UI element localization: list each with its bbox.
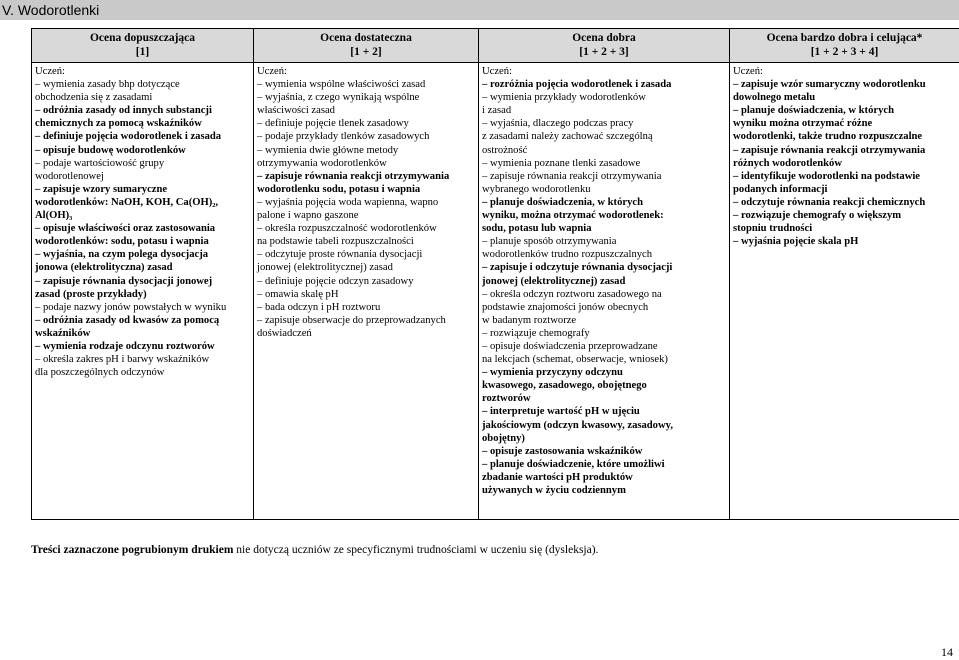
- requirement-item: doświadczeń: [257, 327, 475, 340]
- requirement-item: – rozwiązuje chemografy o większym: [733, 209, 956, 222]
- requirement-item: – wyjaśnia, z czego wynikają wspólne: [257, 91, 475, 104]
- requirement-item: – wymienia dwie główne metody: [257, 144, 475, 157]
- requirement-item: z zasadami należy zachować szczególną: [482, 130, 726, 143]
- content-col-3: [730, 63, 959, 520]
- requirement-item: – określa odczyn roztworu zasadowego na: [482, 288, 726, 301]
- grading-table: [31, 28, 959, 520]
- requirement-item: – planuje sposób otrzymywania: [482, 235, 726, 248]
- requirement-item: jonowa (elektrolityczna) zasad: [35, 261, 250, 274]
- requirement-item: zbadanie wartości pH produktów: [482, 471, 726, 484]
- requirement-item: podanych informacji: [733, 183, 956, 196]
- requirement-item: sodu, potasu lub wapnia: [482, 222, 726, 235]
- requirement-item: zasad (proste przykłady): [35, 288, 250, 301]
- requirement-item: – rozróżnia pojęcia wodorotlenek i zasada: [482, 78, 726, 91]
- requirement-item: wodorotlenków trudno rozpuszczalnych: [482, 248, 726, 261]
- requirement-item: – wymienia przykłady wodorotlenków: [482, 91, 726, 104]
- requirement-item: używanych w życiu codziennym: [482, 484, 726, 497]
- requirement-item: różnych wodorotlenków: [733, 157, 956, 170]
- requirement-list: [482, 78, 726, 497]
- requirement-item: – zapisuje wzór sumaryczny wodorotlenku: [733, 78, 956, 91]
- requirement-item: obchodzenia się z zasadami: [35, 91, 250, 104]
- requirement-item: wybranego wodorotlenku: [482, 183, 726, 196]
- requirement-item: – wyjaśnia, dlaczego podczas pracy: [482, 117, 726, 130]
- heading-col-2: Ocena dobra [1 + 2 + 3]: [479, 29, 730, 63]
- student-label: Uczeń:: [35, 65, 250, 78]
- requirement-item: – odczytuje równania reakcji chemicznych: [733, 196, 956, 209]
- requirement-item: – odróżnia zasady od kwasów za pomocą: [35, 314, 250, 327]
- requirement-item: – odczytuje proste równania dysocjacji: [257, 248, 475, 261]
- requirement-item: – wyjaśnia pojęcie skala pH: [733, 235, 956, 248]
- requirement-item: dowolnego metalu: [733, 91, 956, 104]
- requirement-list: [257, 78, 475, 340]
- requirement-item: wodorotlenki, także trudno rozpuszczalne: [733, 130, 956, 143]
- requirement-item: – określa rozpuszczalność wodorotlenków: [257, 222, 475, 235]
- header-row: [32, 29, 959, 63]
- requirement-item: – zapisuje równania dysocjacji jonowej: [35, 275, 250, 288]
- section-title: V. Wodorotlenki: [0, 0, 959, 20]
- heading-col-1: Ocena dostateczna [1 + 2]: [254, 29, 479, 63]
- requirement-item: na podstawie tabeli rozpuszczalności: [257, 235, 475, 248]
- requirement-item: – podaje nazwy jonów powstałych w wyniku: [35, 301, 250, 314]
- requirement-item: wyniku można otrzymać różne: [733, 117, 956, 130]
- requirement-item: – planuje doświadczenia, w których: [482, 196, 726, 209]
- requirement-item: stopniu trudności: [733, 222, 956, 235]
- requirement-item: – bada odczyn i pH roztworu: [257, 301, 475, 314]
- requirement-item: dla poszczególnych odczynów: [35, 366, 250, 379]
- requirement-list: [35, 78, 250, 379]
- requirement-item: w badanym roztworze: [482, 314, 726, 327]
- requirement-item: i zasad: [482, 104, 726, 117]
- requirement-item: jakościowym (odczyn kwasowy, zasadowy,: [482, 419, 726, 432]
- student-label: Uczeń:: [733, 65, 956, 78]
- requirement-item: – definiuje pojęcie odczyn zasadowy: [257, 275, 475, 288]
- requirement-item: – wymienia wspólne właściwości zasad: [257, 78, 475, 91]
- requirement-item: – podaje przykłady tlenków zasadowych: [257, 130, 475, 143]
- requirement-item: wodorotlenku sodu, potasu i wapnia: [257, 183, 475, 196]
- requirement-item: – wymienia zasady bhp dotyczące: [35, 78, 250, 91]
- requirement-item: – określa zakres pH i barwy wskaźników: [35, 353, 250, 366]
- requirement-item: chemicznych za pomocą wskaźników: [35, 117, 250, 130]
- requirement-item: – wyjaśnia, na czym polega dysocjacja: [35, 248, 250, 261]
- requirement-item: podstawie znajomości jonów obecnych: [482, 301, 726, 314]
- requirement-item: na lekcjach (schemat, obserwacje, wniosek): [482, 353, 726, 366]
- requirement-item: – zapisuje i odczytuje równania dysocjacji: [482, 261, 726, 274]
- requirement-item: – definiuje pojęcie tlenek zasadowy: [257, 117, 475, 130]
- requirement-item: roztworów: [482, 392, 726, 405]
- requirement-item: – definiuje pojęcia wodorotlenek i zasada: [35, 130, 250, 143]
- requirement-item: wodorotlenków: NaOH, KOH, Ca(OH)₂,: [35, 196, 250, 209]
- content-row: [32, 63, 959, 520]
- requirement-item: – rozwiązuje chemografy: [482, 327, 726, 340]
- requirement-item: – opisuje budowę wodorotlenków: [35, 144, 250, 157]
- requirement-item: – podaje wartościowość grupy: [35, 157, 250, 170]
- requirement-item: obojętny): [482, 432, 726, 445]
- requirement-item: Al(OH)₃: [35, 209, 250, 222]
- requirement-item: – wymienia rodzaje odczynu roztworów: [35, 340, 250, 353]
- requirement-item: – planuje doświadczenie, które umożliwi: [482, 458, 726, 471]
- requirement-item: – wymienia przyczyny odczynu: [482, 366, 726, 379]
- requirement-item: – opisuje doświadczenia przeprowadzane: [482, 340, 726, 353]
- requirement-item: wodorotlenowej: [35, 170, 250, 183]
- requirement-item: – odróżnia zasady od innych substancji: [35, 104, 250, 117]
- requirement-item: – identyfikuje wodorotlenki na podstawie: [733, 170, 956, 183]
- requirement-item: – wymienia poznane tlenki zasadowe: [482, 157, 726, 170]
- requirement-item: – zapisuje równania reakcji otrzymywania: [257, 170, 475, 183]
- student-label: Uczeń:: [257, 65, 475, 78]
- requirement-item: – planuje doświadczenia, w których: [733, 104, 956, 117]
- content-col-2: [479, 63, 730, 520]
- student-label: Uczeń:: [482, 65, 726, 78]
- content-col-0: [32, 63, 254, 520]
- requirement-item: otrzymywania wodorotlenków: [257, 157, 475, 170]
- requirement-item: kwasowego, zasadowego, obojętnego: [482, 379, 726, 392]
- requirement-item: – zapisuje równania reakcji otrzymywania: [482, 170, 726, 183]
- requirement-item: – omawia skalę pH: [257, 288, 475, 301]
- requirement-item: – opisuje zastosowania wskaźników: [482, 445, 726, 458]
- footnote: Treści zaznaczone pogrubionym drukiem nie dotyczą uczniów ze specyficznymi trudnościami w uczeniu się (dysleksja).: [31, 543, 931, 557]
- requirement-item: – zapisuje równania reakcji otrzymywania: [733, 144, 956, 157]
- requirement-item: właściwości zasad: [257, 104, 475, 117]
- requirement-item: wodorotlenków: sodu, potasu i wapnia: [35, 235, 250, 248]
- requirement-item: – opisuje właściwości oraz zastosowania: [35, 222, 250, 235]
- requirement-item: wyniku, można otrzymać wodorotlenek:: [482, 209, 726, 222]
- page-number: 14: [941, 645, 953, 660]
- requirement-item: – wyjaśnia pojęcia woda wapienna, wapno: [257, 196, 475, 209]
- requirement-item: ostrożność: [482, 144, 726, 157]
- heading-col-0: Ocena dopuszczająca [1]: [32, 29, 254, 63]
- heading-col-3: Ocena bardzo dobra i celująca* [1 + 2 + 3 + 4]: [730, 29, 959, 63]
- requirement-item: jonowej (elektrolitycznej) zasad: [482, 275, 726, 288]
- requirement-item: – zapisuje obserwacje do przeprowadzanych: [257, 314, 475, 327]
- requirement-item: – interpretuje wartość pH w ujęciu: [482, 405, 726, 418]
- requirement-item: palone i wapno gaszone: [257, 209, 475, 222]
- requirement-item: jonowej (elektrolitycznej) zasad: [257, 261, 475, 274]
- requirement-item: wskaźników: [35, 327, 250, 340]
- requirement-list: [733, 78, 956, 248]
- requirement-item: – zapisuje wzory sumaryczne: [35, 183, 250, 196]
- content-col-1: [254, 63, 479, 520]
